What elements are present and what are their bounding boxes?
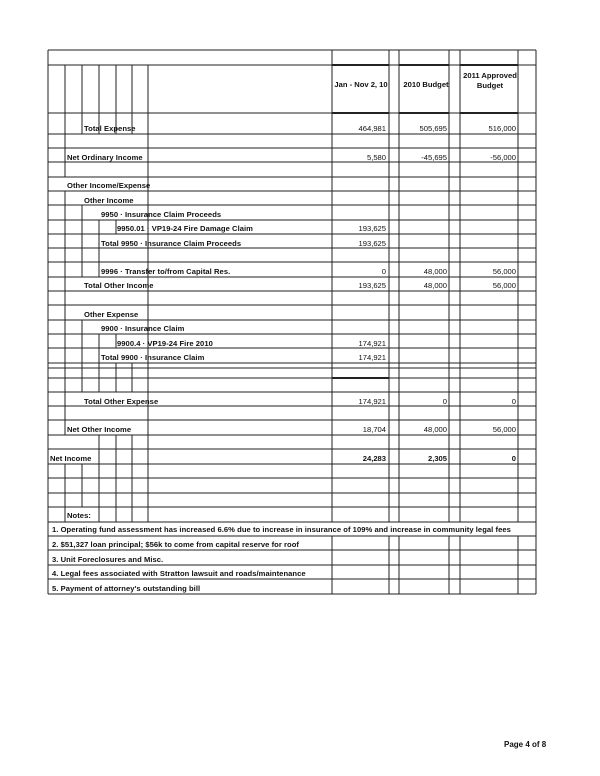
page-number: Page 4 of 8 bbox=[504, 740, 547, 749]
value-fire-2010-jan: 174,921 bbox=[358, 339, 386, 348]
header-jan-nov: Jan - Nov 2, 10 bbox=[334, 80, 388, 89]
row-label-net-income: Net Income bbox=[50, 454, 92, 463]
value-net-income-jan: 24,283 bbox=[362, 454, 386, 463]
value-total-expense-jan: 464,981 bbox=[358, 124, 386, 133]
value-total-other-expense-2010: 0 bbox=[442, 397, 447, 406]
row-label-ins-claim: 9900 · Insurance Claim bbox=[101, 324, 185, 333]
notes-title: Notes: bbox=[67, 511, 91, 520]
header-2010-budget: 2010 Budget bbox=[403, 80, 449, 89]
row-label-net-ordinary-income: Net Ordinary Income bbox=[67, 153, 143, 162]
row-label-total-other-income: Total Other Income bbox=[84, 281, 154, 290]
value-transfer-capital-2010: 48,000 bbox=[423, 267, 447, 276]
value-net-other-income-jan: 18,704 bbox=[362, 425, 386, 434]
note-item: 1. Operating fund assessment has increased 6.6% due to increase in insurance of 109% and increase in community legal fees bbox=[52, 525, 511, 534]
row-label-total-other-expense: Total Other Expense bbox=[84, 397, 159, 406]
value-transfer-capital-2011: 56,000 bbox=[492, 267, 516, 276]
row-label-total-ins-claim: Total 9900 · Insurance Claim bbox=[101, 353, 205, 362]
row-label-total-expense: Total Expense bbox=[84, 124, 136, 133]
value-total-expense-2011: 516,000 bbox=[488, 124, 516, 133]
value-total-other-expense-2011: 0 bbox=[511, 397, 516, 406]
note-item: 5. Payment of attorney's outstanding bill bbox=[52, 584, 201, 593]
note-item: 4. Legal fees associated with Stratton lawsuit and roads/maintenance bbox=[52, 569, 306, 578]
value-net-other-income-2010: 48,000 bbox=[423, 425, 447, 434]
row-label-other-expense: Other Expense bbox=[84, 310, 139, 319]
note-item: 3. Unit Foreclosures and Misc. bbox=[52, 555, 164, 564]
value-net-other-income-2011: 56,000 bbox=[492, 425, 516, 434]
row-label-ins-claim-proceeds: 9950 · Insurance Claim Proceeds bbox=[101, 210, 222, 219]
value-fire-damage-claim-jan: 193,625 bbox=[358, 224, 386, 233]
row-label-fire-2010: 9900.4 · VP19-24 Fire 2010 bbox=[117, 339, 213, 348]
row-label-other-income-expense: Other Income/Expense bbox=[67, 181, 151, 190]
row-label-fire-damage-claim: 9950.01 · VP19-24 Fire Damage Claim bbox=[117, 224, 253, 233]
value-net-ordinary-income-2011: -56,000 bbox=[490, 153, 516, 162]
note-item: 2. $51,327 loan principal; $56k to come from capital reserve for roof bbox=[52, 540, 299, 549]
row-label-net-other-income: Net Other Income bbox=[67, 425, 132, 434]
value-net-income-2010: 2,305 bbox=[427, 454, 447, 463]
value-total-ins-claim-jan: 174,921 bbox=[358, 353, 386, 362]
row-label-transfer-capital: 9996 · Transfer to/from Capital Res. bbox=[101, 267, 231, 276]
row-label-other-income: Other Income bbox=[84, 196, 134, 205]
value-net-ordinary-income-jan: 5,580 bbox=[366, 153, 386, 162]
row-label-total-ins-claim-proceeds: Total 9950 · Insurance Claim Proceeds bbox=[101, 239, 242, 248]
value-total-expense-2010: 505,695 bbox=[419, 124, 447, 133]
value-total-other-expense-jan: 174,921 bbox=[358, 397, 386, 406]
value-total-other-income-2010: 48,000 bbox=[423, 281, 447, 290]
header-2011-approved-budget: 2011 Approved Budget bbox=[463, 71, 517, 90]
value-total-ins-claim-proceeds-jan: 193,625 bbox=[358, 239, 386, 248]
value-total-other-income-2011: 56,000 bbox=[492, 281, 516, 290]
value-transfer-capital-jan: 0 bbox=[381, 267, 386, 276]
value-total-other-income-jan: 193,625 bbox=[358, 281, 386, 290]
value-net-ordinary-income-2010: -45,695 bbox=[421, 153, 447, 162]
value-net-income-2011: 0 bbox=[511, 454, 516, 463]
